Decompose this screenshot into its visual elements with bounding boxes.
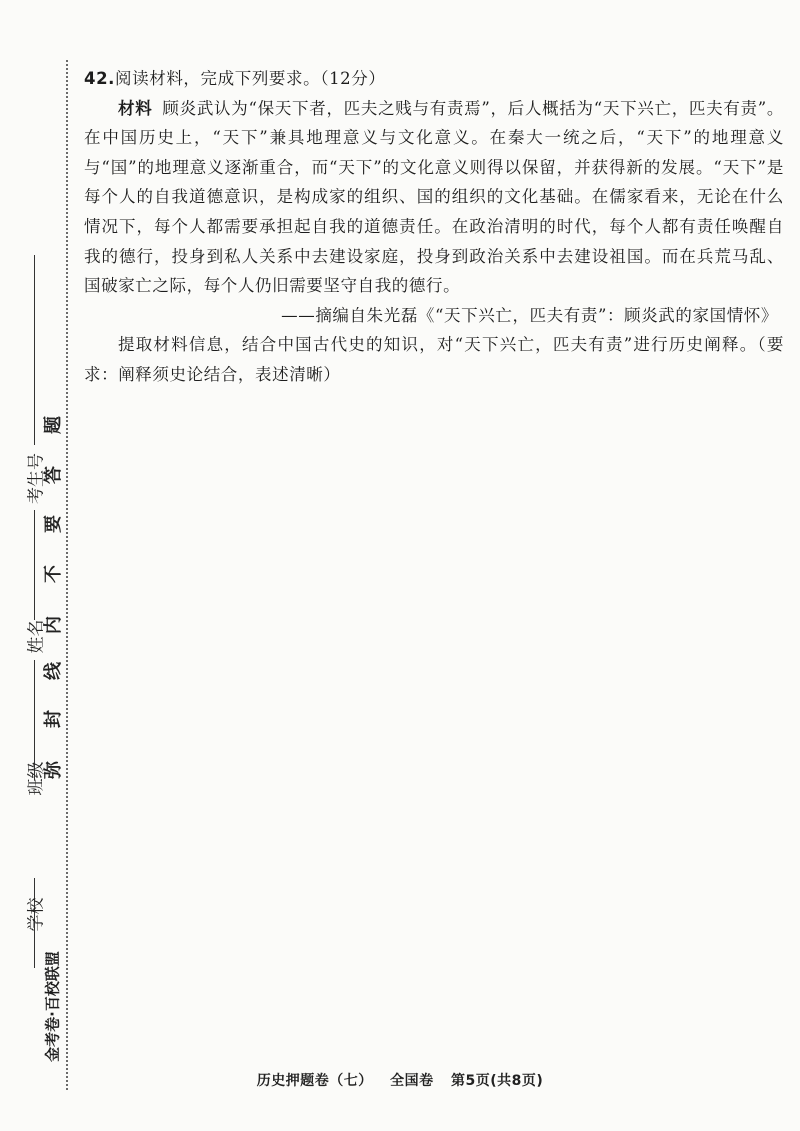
page-footer bbox=[0, 1070, 800, 1090]
exam-scope: 全国卷 bbox=[390, 1073, 434, 1089]
exam-number-answer-line bbox=[34, 255, 35, 445]
seal-char: 封 bbox=[43, 710, 64, 728]
question-heading bbox=[84, 64, 784, 94]
material-paragraph bbox=[84, 94, 784, 301]
seal-char: 题 bbox=[43, 416, 64, 434]
seal-char: 线 bbox=[43, 662, 64, 680]
question-prompt: 提取材料信息，结合中国古代史的知识，对“天下兴亡，匹夫有责”进行历史阐释。（要求：阐释须史论结合，表述清晰） bbox=[84, 335, 784, 384]
page-number: 第5页(共8页) bbox=[450, 1073, 544, 1089]
school-field-label: 学校 bbox=[26, 897, 47, 932]
seal-char: 弥 bbox=[43, 761, 64, 779]
seal-char: 内 bbox=[43, 616, 64, 634]
material-label: 材料 bbox=[118, 98, 153, 118]
material-source: ——摘编自朱光磊《“天下兴亡，匹夫有责”：顾炎武的家国情怀》 bbox=[281, 305, 778, 325]
exam-number-field-label: 考生号 bbox=[26, 453, 47, 504]
seal-char: 要 bbox=[43, 515, 64, 533]
question-number: 42. bbox=[84, 69, 116, 88]
material-text: 顾炎武认为“保天下者，匹夫之贱与有责焉”，后人概括为“天下兴亡，匹夫有责”。在中国历史上，“天下”兼具地理意义与文化意义。在秦大一统之后，“天下”的地理意义与“国”的地理意义逐渐重合，而“天下”的文化意义则得以保留，并获得新的发展。“天下”是每个人的自我道德意识，是构成家的组织、国的组织的文化基础。在儒家看来，无论在什么情况下，每个人都需要承担起自我的道德责任。在政治清明的时代，每个人都有责任唤醒自我的德行，投身到私人关系中去建设家庭，投身到政治关系中去建设祖国。而在兵荒马乱、国破家亡之际，每个人仍旧需要坚守自我的德行。 bbox=[84, 98, 784, 296]
binding-dotted-line bbox=[66, 60, 68, 1090]
question-title: 阅读材料，完成下列要求。（12分） bbox=[115, 69, 386, 88]
exam-title: 历史押题卷（七） bbox=[256, 1073, 373, 1089]
question-block bbox=[84, 64, 784, 390]
name-answer-line bbox=[34, 510, 35, 620]
class-field-label: 班级 bbox=[26, 761, 47, 796]
publisher-brand: 金考卷·百校联盟 bbox=[43, 951, 62, 1062]
seal-char: 答 bbox=[43, 466, 64, 484]
name-field-label: 姓名 bbox=[26, 619, 47, 654]
seal-char: 不 bbox=[43, 565, 64, 583]
